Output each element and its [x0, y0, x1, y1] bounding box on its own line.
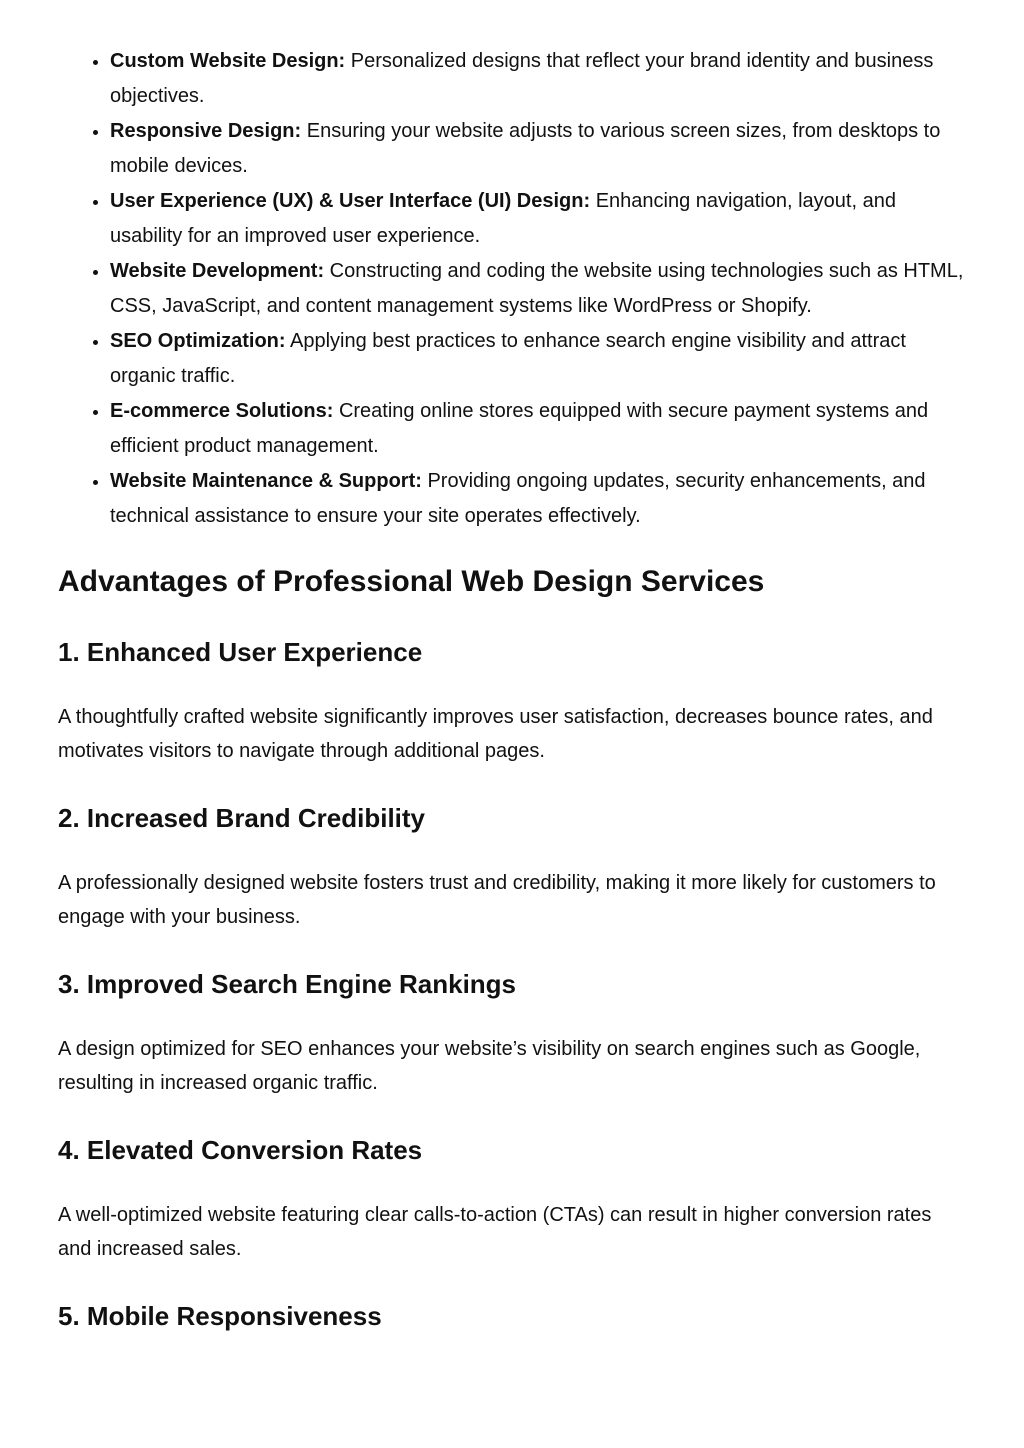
list-item-desc: Enhancing navigation, layout, and usability for an improved user experience.: [110, 190, 896, 247]
advantage-text: A professionally designed website fosters trust and credibility, making it more likely for customers to engage with your business.: [58, 872, 936, 928]
list-item: [110, 184, 966, 254]
advantage-text: A well-optimized website featuring clear calls-to-action (CTAs) can result in higher conversion rates and increased sales.: [58, 1204, 932, 1260]
advantage-heading: 4. Elevated Conversion Rates: [58, 1135, 423, 1165]
list-item-desc: Personalized designs that reflect your brand identity and business objectives.: [110, 50, 934, 107]
list-item: [110, 324, 966, 394]
advantage-block: [58, 800, 966, 934]
list-item: [110, 464, 966, 534]
list-item-term: User Experience (UX) & User Interface (UI) Design:: [110, 190, 591, 212]
advantage-heading: 5. Mobile Responsiveness: [58, 1301, 382, 1331]
list-item-term: Website Development:: [110, 260, 325, 282]
list-item-term: E-commerce Solutions:: [110, 400, 334, 422]
advantage-heading: 1. Enhanced User Experience: [58, 637, 423, 667]
list-item-desc: Creating online stores equipped with secure payment systems and efficient product management.: [110, 400, 929, 457]
advantage-heading: 3. Improved Search Engine Rankings: [58, 969, 517, 999]
list-item-term: Website Maintenance & Support:: [110, 470, 422, 492]
list-item-desc: Constructing and coding the website using technologies such as HTML, CSS, JavaScript, and content management systems like WordPress or Shopify.: [110, 260, 964, 317]
advantage-block: [58, 1298, 966, 1334]
advantage-text: A thoughtfully crafted website significantly improves user satisfaction, decreases bounce rates, and motivates visitors to navigate through additional pages.: [58, 706, 933, 762]
list-item-term: SEO Optimization:: [110, 330, 286, 352]
list-item-desc: Providing ongoing updates, security enhancements, and technical assistance to ensure your site operates effectively.: [110, 470, 926, 527]
advantage-block: [58, 634, 966, 768]
list-item-term: Custom Website Design:: [110, 50, 346, 72]
advantage-block: [58, 966, 966, 1100]
list-item-term: Responsive Design:: [110, 120, 302, 142]
section-heading: Advantages of Professional Web Design Services: [58, 565, 765, 598]
list-item: [110, 44, 966, 114]
list-item: [110, 114, 966, 184]
services-list: [58, 44, 966, 534]
list-item-desc: Ensuring your website adjusts to various screen sizes, from desktops to mobile devices.: [110, 120, 941, 177]
list-item-desc: Applying best practices to enhance search engine visibility and attract organic traffic.: [110, 330, 906, 387]
list-item: [110, 254, 966, 324]
list-item: [110, 394, 966, 464]
advantage-block: [58, 1132, 966, 1266]
advantage-heading: 2. Increased Brand Credibility: [58, 803, 426, 833]
advantage-text: A design optimized for SEO enhances your website’s visibility on search engines such as Google, resulting in increased organic traffic.: [58, 1038, 921, 1094]
